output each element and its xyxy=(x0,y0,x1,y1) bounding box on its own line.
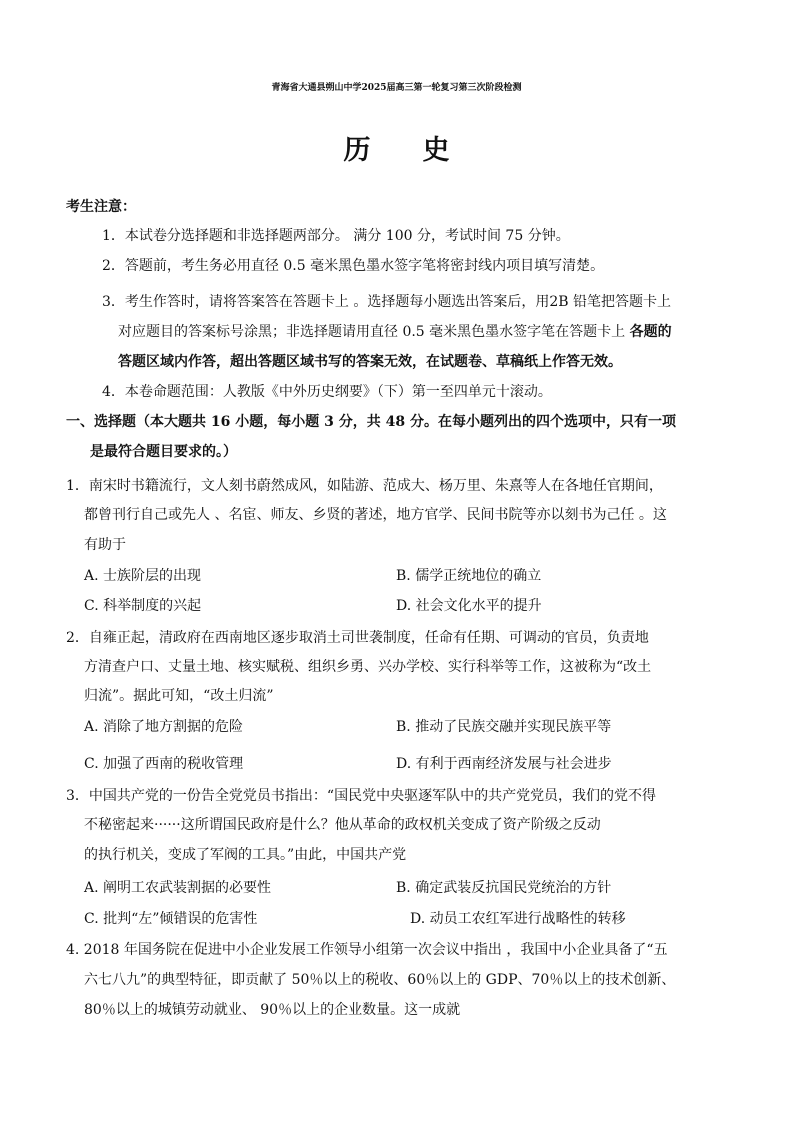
q1-option-c: C. 科举制度的兴起 xyxy=(84,598,202,614)
notes-heading: 考生注意： xyxy=(66,199,136,215)
q2-option-c: C. 加强了西南的税收管理 xyxy=(84,756,244,772)
q3-option-a: A. 阐明工农武装割据的必要性 xyxy=(84,880,272,896)
note-3-line-2-bold: 各题的 xyxy=(629,324,672,340)
q4-line-1: 4. 2018 年国务院在促进中小企业发展工作领导小组第一次会议中指出 ，我国中小企业具备了“五 xyxy=(66,942,668,958)
note-1: 1．本试卷分选择题和非选择题两部分。 满分 100 分，考试时间 75 分钟。 xyxy=(102,228,570,244)
q2-option-b: B. 推动了民族交融并实现民族平等 xyxy=(396,719,612,735)
q3-line-3: 的执行机关，变成了军阀的工具。”由此，中国共产党 xyxy=(84,847,407,863)
section-heading-line-1: 一、选择题（本大题共 16 小题，每小题 3 分，共 48 分。在每小题列出的四个选项中，只有一项 xyxy=(66,414,676,430)
note-4: 4．本卷命题范围：人教版《中外历史纲要》（下）第一至四单元十滚动。 xyxy=(102,384,552,400)
q4-line-3: 80％以上的城镇劳动就业、 90％以上的企业数量。这一成就 xyxy=(84,1002,461,1018)
note-3-line-2 xyxy=(118,322,672,342)
q2-line-2: 方清查户口、丈量土地、核实赋税、组织乡勇、兴办学校、实行科举等工作，这被称为“改土 xyxy=(84,659,652,675)
q3-line-2: 不秘密起来······这所谓国民政府是什么？他从革命的政权机关变成了资产阶级之反动 xyxy=(84,817,601,833)
exam-title: 青海省大通县朔山中学2025届高三第一轮复习第三次阶段检测 xyxy=(271,83,522,93)
q2-line-3: 归流”。据此可知，“改土归流” xyxy=(84,688,274,704)
q2-line-1: 2．自雍正起，清政府在西南地区逐步取消土司世袭制度，任命有任期、可调动的官员，负责地 xyxy=(66,630,649,646)
q1-line-1: 1．南宋时书籍流行，文人刻书蔚然成风，如陆游、范成大、杨万里、朱熹等人在各地任官期间， xyxy=(66,478,663,494)
q2-option-a: A. 消除了地方割据的危险 xyxy=(84,719,244,735)
q3-option-d: D. 动员工农红军进行战略性的转移 xyxy=(410,911,626,927)
note-3-line-2-text: 对应题目的答案标号涂黑；非选择题请用直径 0.5 毫米黑色墨水签字笔在答题卡上 xyxy=(118,324,630,340)
q4-line-2: 六七八九”的典型特征，即贡献了 50％以上的税收、60％以上的 GDP、70％以上的技术创新、 xyxy=(84,972,676,988)
section-heading-line-2: 是最符合题目要求的。） xyxy=(90,444,237,460)
note-3-line-1: 3．考生作答时，请将答案答在答题卡上 。选择题每小题选出答案后，用2B 铅笔把答题卡上 xyxy=(102,294,672,310)
q1-line-3: 有助于 xyxy=(84,537,126,553)
subject-title: 历史 xyxy=(343,135,502,166)
q1-option-d: D. 社会文化水平的提升 xyxy=(396,598,542,614)
q3-option-c: C. 批判“左”倾错误的危害性 xyxy=(84,911,258,927)
note-2: 2．答题前，考生务必用直径 0.5 毫米黑色墨水签字笔将密封线内项目填写清楚。 xyxy=(102,258,605,274)
q3-line-1: 3．中国共产党的一份告全党党员书指出：“国民党中央驱逐军队中的共产党党员，我们的党不得 xyxy=(66,788,657,804)
note-3-line-3: 答题区域内作答，超出答题区域书写的答案无效，在试题卷、草稿纸上作答无效。 xyxy=(118,354,622,370)
q1-option-b: B. 儒学正统地位的确立 xyxy=(396,568,542,584)
q2-option-d: D. 有利于西南经济发展与社会进步 xyxy=(396,756,612,772)
q3-option-b: B. 确定武装反抗国民党统治的方针 xyxy=(396,880,612,896)
q1-option-a: A. 士族阶层的出现 xyxy=(84,568,202,584)
q1-line-2: 都曾刊行自己或先人 、名宦、师友、乡贤的著述，地方官学、民间书院等亦以刻书为己任 。这 xyxy=(84,507,667,523)
